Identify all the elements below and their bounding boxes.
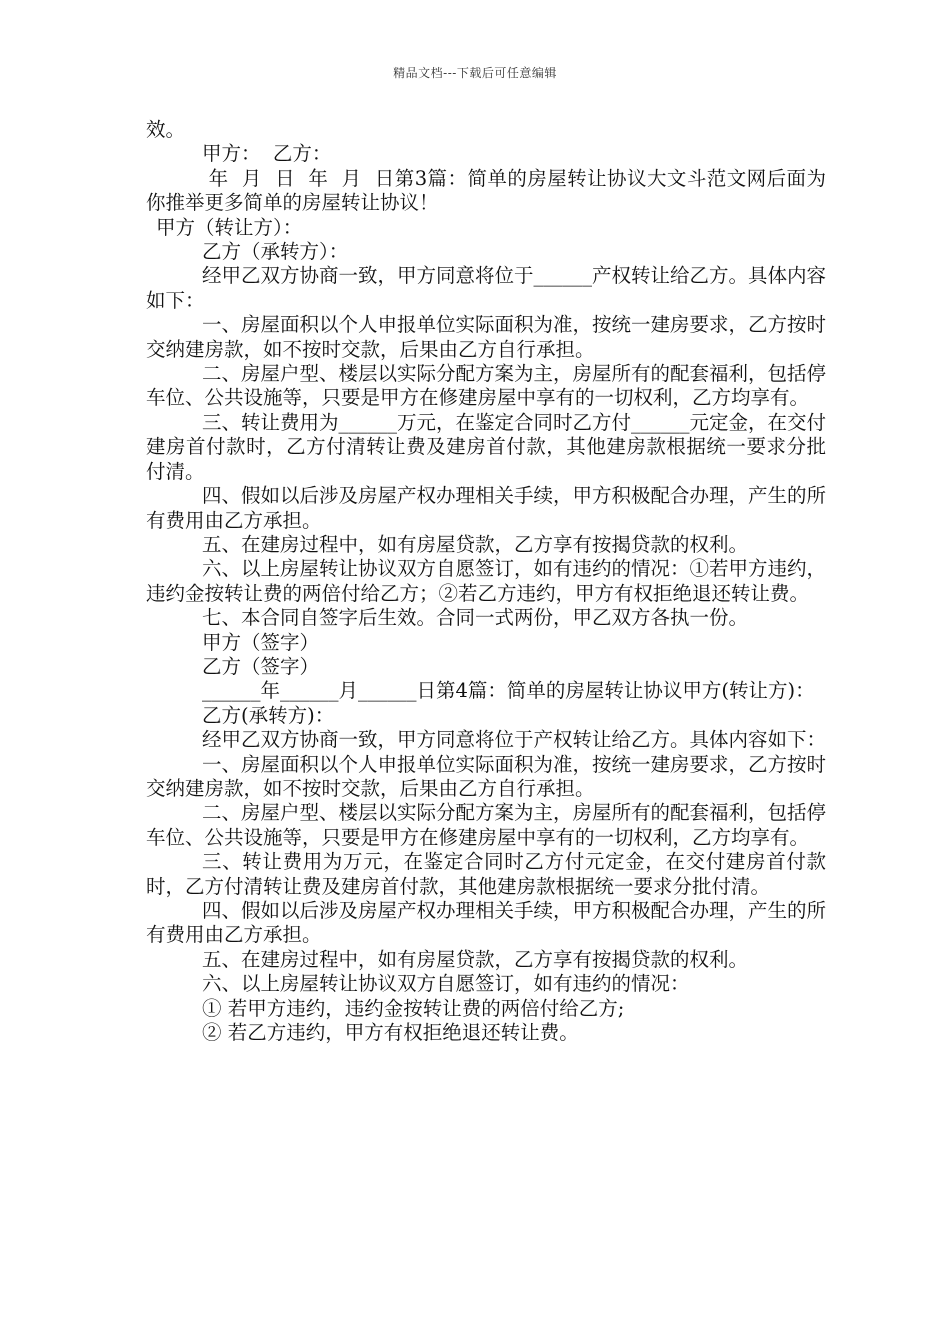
paragraph: 二、房屋户型、楼层以实际分配方案为主，房屋所有的配套福利，包括停车位、公共设施等，只要是甲方在修建房屋中享有的一切权利，乙方均享有。 bbox=[146, 362, 827, 410]
paragraph: 五、在建房过程中，如有房屋贷款，乙方享有按揭贷款的权利。 bbox=[202, 532, 749, 556]
paragraph: ① 若甲方违约，违约金按转让费的两倍付给乙方; bbox=[202, 996, 625, 1020]
signature-line: 甲方（签字） bbox=[202, 630, 320, 654]
paragraph: ______年______月______日第4篇：简单的房屋转让协议甲方(转让方)： bbox=[202, 679, 815, 703]
paragraph: 三、转让费用为万元，在鉴定合同时乙方付元定金，在交付建房首付款时，乙方付清转让费及建房首付款，其他建房款根据统一要求分批付清。 bbox=[146, 850, 826, 898]
paragraph: 乙方（承转方）： bbox=[202, 240, 349, 264]
paragraph: 乙方(承转方)： bbox=[202, 703, 335, 727]
paragraph: 七、本合同自签字后生效。合同一式两份，甲乙双方各执一份。 bbox=[202, 606, 749, 630]
signature-line: 乙方（签字） bbox=[202, 654, 320, 678]
paragraph: 四、假如以后涉及房屋产权办理相关手续，甲方积极配合办理，产生的所有费用由乙方承担。 bbox=[146, 899, 827, 947]
paragraph: 五、在建房过程中，如有房屋贷款，乙方享有按揭贷款的权利。 bbox=[202, 947, 749, 971]
paragraph: 一、房屋面积以个人申报单位实际面积为准，按统一建房要求，乙方按时交纳建房款，如不按时交款，后果由乙方自行承担。 bbox=[146, 752, 827, 800]
paragraph: ② 若乙方违约，甲方有权拒绝退还转让费。 bbox=[202, 1021, 579, 1045]
paragraph: 甲方： 乙方： bbox=[202, 142, 332, 166]
paragraph: 经甲乙双方协商一致，甲方同意将位于______产权转让给乙方。具体内容如下： bbox=[146, 264, 827, 312]
paragraph: 六、以上房屋转让协议双方自愿签订，如有违约的情况：①若甲方违约，违约金按转让费的两倍付给乙方；②若乙方违约，甲方有权拒绝退还转让费。 bbox=[146, 557, 827, 605]
paragraph: 年 月 日 年 月 日第3篇：简单的房屋转让协议大文斗范文网后面为你推举更多简单的房屋转让协议！ bbox=[146, 166, 826, 215]
paragraph: 四、假如以后涉及房屋产权办理相关手续，甲方积极配合办理，产生的所有费用由乙方承担。 bbox=[146, 484, 827, 532]
paragraph: 效。 bbox=[146, 118, 186, 141]
page-header: 精品文档---下载后可任意编辑 bbox=[393, 66, 557, 80]
paragraph: 六、以上房屋转让协议双方自愿签订，如有违约的情况： bbox=[202, 972, 690, 996]
document-body bbox=[146, 118, 826, 1045]
paragraph: 三、转让费用为______万元，在鉴定合同时乙方付______元定金，在交付建房首付款时，乙方付清转让费及建房首付款，其他建房款根据统一要求分批付清。 bbox=[146, 410, 827, 483]
paragraph: 经甲乙双方协商一致，甲方同意将位于产权转让给乙方。具体内容如下： bbox=[202, 728, 827, 752]
paragraph: 甲方（转让方）： bbox=[156, 215, 303, 239]
paragraph: 二、房屋户型、楼层以实际分配方案为主，房屋所有的配套福利，包括停车位、公共设施等，只要是甲方在修建房屋中享有的一切权利，乙方均享有。 bbox=[146, 801, 827, 849]
paragraph: 一、房屋面积以个人申报单位实际面积为准，按统一建房要求，乙方按时交纳建房款，如不按时交款，后果由乙方自行承担。 bbox=[146, 313, 827, 361]
